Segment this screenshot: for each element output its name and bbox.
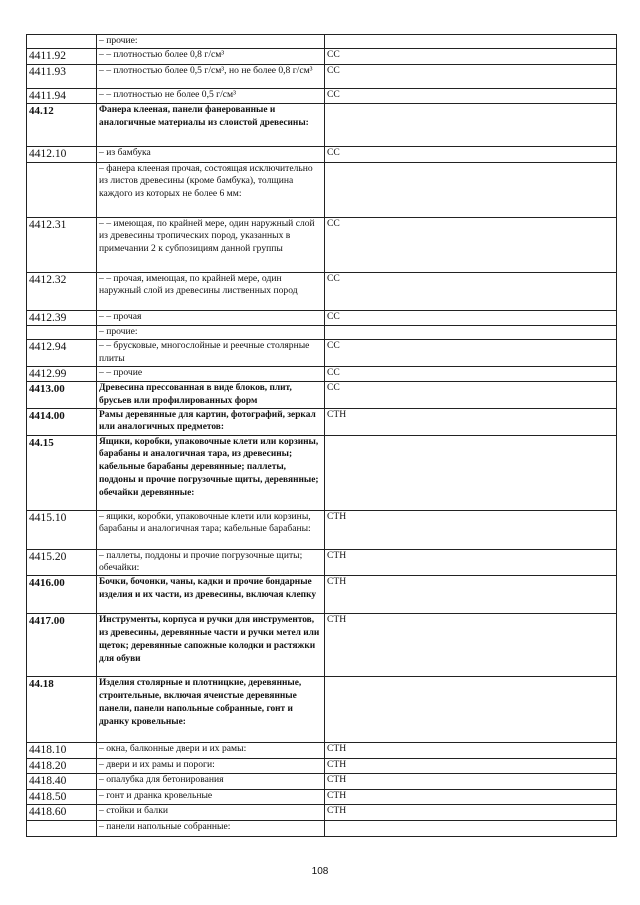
table-row [27,743,617,759]
document-type-cell: СС [325,366,617,382]
document-type-cell: СС [325,147,617,163]
description-cell: – из бамбука [97,147,325,163]
document-type-cell [325,435,617,510]
table-row [27,614,617,677]
description-cell: – – плотностью не более 0,5 г/см³ [97,88,325,104]
description-cell: – паллеты, поддоны и прочие погрузочные щиты; обечайки: [97,549,325,576]
document-type-cell: СС [325,217,617,272]
table-row [27,677,617,743]
description-cell: – – прочие [97,366,325,382]
table-row [27,35,617,49]
code-cell [27,35,97,49]
description-cell: – двери и их рамы и пороги: [97,758,325,774]
description-cell: Бочки, бочонки, чаны, кадки и прочие бондарные изделия и их части, из древесины, включая клепку [97,576,325,614]
code-cell: 4417.00 [27,614,97,677]
document-type-cell: СТН [325,614,617,677]
document-type-cell [325,35,617,49]
description-cell: Фанера клееная, панели фанерованные и аналогичные материалы из слоистой древесины: [97,104,325,147]
code-cell: 4412.32 [27,272,97,310]
description-cell: – стойки и балки [97,805,325,821]
table-row [27,805,617,821]
table-row [27,310,617,326]
description-cell: Рамы деревянные для картин, фотографий, зеркал или аналогичных предметов: [97,408,325,435]
table-row [27,104,617,147]
document-type-cell: СТН [325,510,617,549]
tariff-table [26,34,617,837]
code-cell: 4413.00 [27,382,97,409]
document-type-cell: СТН [325,408,617,435]
table-row [27,217,617,272]
document-type-cell: СС [325,64,617,88]
description-cell: – – прочая [97,310,325,326]
document-type-cell: СТН [325,774,617,790]
code-cell: 4416.00 [27,576,97,614]
description-cell: – окна, балконные двери и их рамы: [97,743,325,759]
document-type-cell: СС [325,310,617,326]
table-row [27,147,617,163]
code-cell: 4411.94 [27,88,97,104]
table-row [27,758,617,774]
table-row [27,549,617,576]
code-cell: 4412.39 [27,310,97,326]
document-type-cell: СС [325,272,617,310]
document-type-cell [325,104,617,147]
description-cell: Изделия столярные и плотницкие, деревянные, строительные, включая ячеистые деревянные панели, панели напольные собранные, гонт и дранку кровельные: [97,677,325,743]
document-type-cell [325,821,617,837]
table-row [27,162,617,217]
page-number: 108 [311,866,329,877]
code-cell: 4412.94 [27,340,97,367]
code-cell: 4418.20 [27,758,97,774]
code-cell: 4418.10 [27,743,97,759]
description-cell: – – брусковые, многослойные и реечные столярные плиты [97,340,325,367]
table-row [27,272,617,310]
description-cell: – панели напольные собранные: [97,821,325,837]
table-row [27,510,617,549]
code-cell [27,162,97,217]
document-type-cell: СТН [325,789,617,805]
document-type-cell: СС [325,49,617,65]
description-cell: – ящики, коробки, упаковочные клети или корзины, барабаны и аналогичная тара; кабельные барабаны: [97,510,325,549]
table-row [27,789,617,805]
document-type-cell: СС [325,382,617,409]
table-row [27,64,617,88]
description-cell: – – плотностью более 0,5 г/см³, но не более 0,8 г/см³ [97,64,325,88]
table-row [27,49,617,65]
code-cell: 44.12 [27,104,97,147]
table-row [27,382,617,409]
code-cell: 4414.00 [27,408,97,435]
description-cell: – – прочая, имеющая, по крайней мере, один наружный слой из древесины лиственных пород [97,272,325,310]
table-row [27,340,617,367]
code-cell: 4412.99 [27,366,97,382]
code-cell: 4418.60 [27,805,97,821]
table-row [27,774,617,790]
description-cell: – – плотностью более 0,8 г/см³ [97,49,325,65]
document-type-cell: СТН [325,743,617,759]
code-cell: 4412.10 [27,147,97,163]
code-cell: 4418.50 [27,789,97,805]
description-cell: – прочие: [97,35,325,49]
code-cell: 4415.10 [27,510,97,549]
description-cell: – прочие: [97,326,325,340]
document-type-cell: СТН [325,805,617,821]
description-cell: Ящики, коробки, упаковочные клети или корзины, барабаны и аналогичная тара, из древесины; кабельные барабаны деревянные; паллеты, поддоны и прочие погрузочные щиты, деревянные; обечайки деревянные: [97,435,325,510]
description-cell: – фанера клееная прочая, состоящая исключительно из листов древесины (кроме бамбука), толщина каждого из которых не более 6 мм: [97,162,325,217]
document-type-cell: СС [325,88,617,104]
table-row [27,366,617,382]
description-cell: – опалубка для бетонирования [97,774,325,790]
table-row [27,435,617,510]
code-cell [27,821,97,837]
table-row [27,326,617,340]
document-type-cell [325,162,617,217]
table-row [27,88,617,104]
table-row [27,821,617,837]
code-cell: 4412.31 [27,217,97,272]
description-cell: – – имеющая, по крайней мере, один наружный слой из древесины тропических пород, указанных в примечании 2 к субпозициям данной группы [97,217,325,272]
document-type-cell: СТН [325,576,617,614]
document-type-cell: СС [325,340,617,367]
document-type-cell: СТН [325,549,617,576]
code-cell: 4415.20 [27,549,97,576]
code-cell [27,326,97,340]
code-cell: 44.15 [27,435,97,510]
code-cell: 44.18 [27,677,97,743]
code-cell: 4411.92 [27,49,97,65]
table-row [27,408,617,435]
description-cell: Инструменты, корпуса и ручки для инструментов, из древесины, деревянные части и ручки метел или щеток; деревянные сапожные колодки и растяжки для обуви [97,614,325,677]
table-row [27,576,617,614]
description-cell: Древесина прессованная в виде блоков, плит, брусьев или профилированных форм [97,382,325,409]
document-type-cell [325,326,617,340]
description-cell: – гонт и дранка кровельные [97,789,325,805]
document-type-cell: СТН [325,758,617,774]
document-type-cell [325,677,617,743]
table-body [27,35,617,837]
code-cell: 4418.40 [27,774,97,790]
code-cell: 4411.93 [27,64,97,88]
